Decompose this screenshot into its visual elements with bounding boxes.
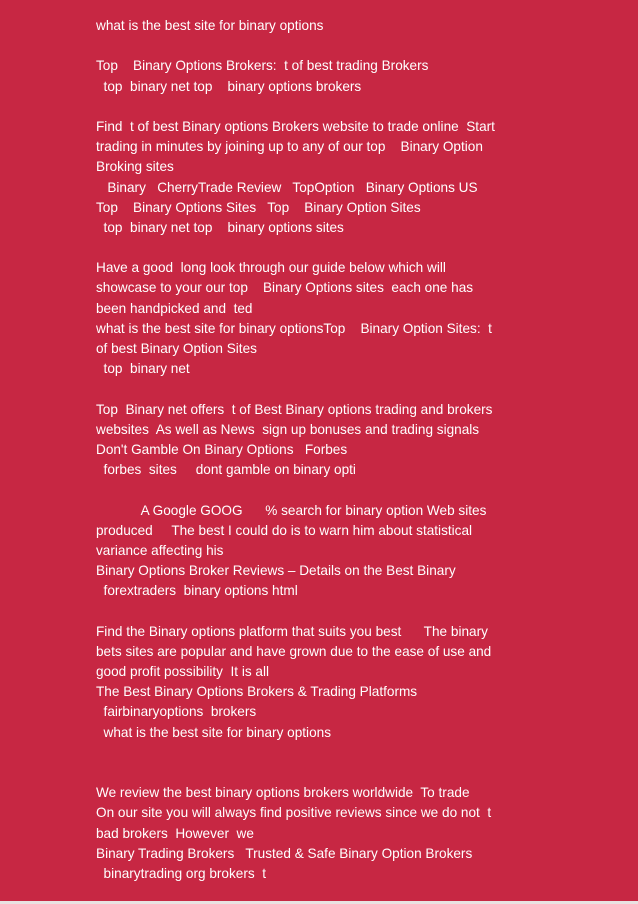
text-line: top binary net top binary options sites (96, 219, 344, 235)
text-line: top binary net (96, 361, 190, 377)
text-line: Top Binary Options Brokers: t of best trading Brokers (96, 58, 429, 74)
paragraph-gap (96, 763, 626, 783)
text-line: produced The best I could do is to warn him about statistical (96, 522, 473, 538)
paragraph-gap (96, 379, 626, 399)
text-line: Top Binary Options Sites Top Binary Option Sites (96, 199, 421, 215)
text-line: Binary CherryTrade Review TopOption Binary Options US (96, 179, 478, 195)
text-line: We review the best binary options brokers worldwide To trade (96, 785, 470, 801)
paragraph-gap (96, 743, 626, 763)
text-line: forbes sites dont gamble on binary opti (96, 462, 356, 478)
text-line: variance affecting his (96, 542, 224, 558)
text-line: what is the best site for binary optionsTop Binary Option Sites: t (96, 320, 492, 336)
text-line: fairbinaryoptions brokers (96, 704, 257, 720)
text-line: Have a good long look through our guide below which will (96, 260, 446, 276)
text-line: showcase to your our top Binary Options sites each one has (96, 280, 474, 296)
text-line: been handpicked and ted (96, 300, 253, 316)
text-line: websites As well as News sign up bonuses and trading signals (96, 421, 480, 437)
text-line: forextraders binary options html (96, 583, 298, 599)
paragraph-gap (96, 36, 626, 56)
text-line: binarytrading org brokers t (96, 865, 267, 881)
document-page (96, 16, 626, 884)
text-line: Binary Trading Brokers Trusted & Safe Binary Option Brokers (96, 845, 473, 861)
text-line: top binary net top binary options brokers (96, 78, 362, 94)
text-line: On our site you will always find positive reviews since we do not t (96, 805, 492, 821)
text-line: what is the best site for binary options (96, 18, 324, 33)
text-line: Find t of best Binary options Brokers website to trade online Start (96, 118, 495, 134)
paragraph-gap (96, 601, 626, 621)
text-line: Broking sites (96, 159, 174, 175)
text-line: Top Binary net offers t of Best Binary options trading and brokers (96, 401, 493, 417)
text-line: good profit possibility It is all (96, 664, 270, 679)
text-line: bets sites are popular and have grown due to the ease of use and (96, 643, 492, 659)
text-line: of best Binary Option Sites (96, 341, 257, 356)
text-line: bad brokers However we (96, 825, 254, 841)
paragraph-gap (96, 480, 626, 500)
text-line: The Best Binary Options Brokers & Trading Platforms (96, 684, 418, 700)
text-line: Find the Binary options platform that suits you best The binary (96, 623, 488, 639)
text-line: what is the best site for binary options (96, 724, 331, 740)
paragraph-gap (96, 97, 626, 117)
text-line: trading in minutes by joining up to any of our top Binary Option (96, 139, 483, 155)
text-line: A Google GOOG % search for binary option Web sites (96, 502, 487, 518)
paragraph-gap (96, 238, 626, 258)
text-line: Binary Options Broker Reviews – Details on the Best Binary (96, 563, 456, 579)
text-line: Don't Gamble On Binary Options Forbes (96, 441, 348, 457)
